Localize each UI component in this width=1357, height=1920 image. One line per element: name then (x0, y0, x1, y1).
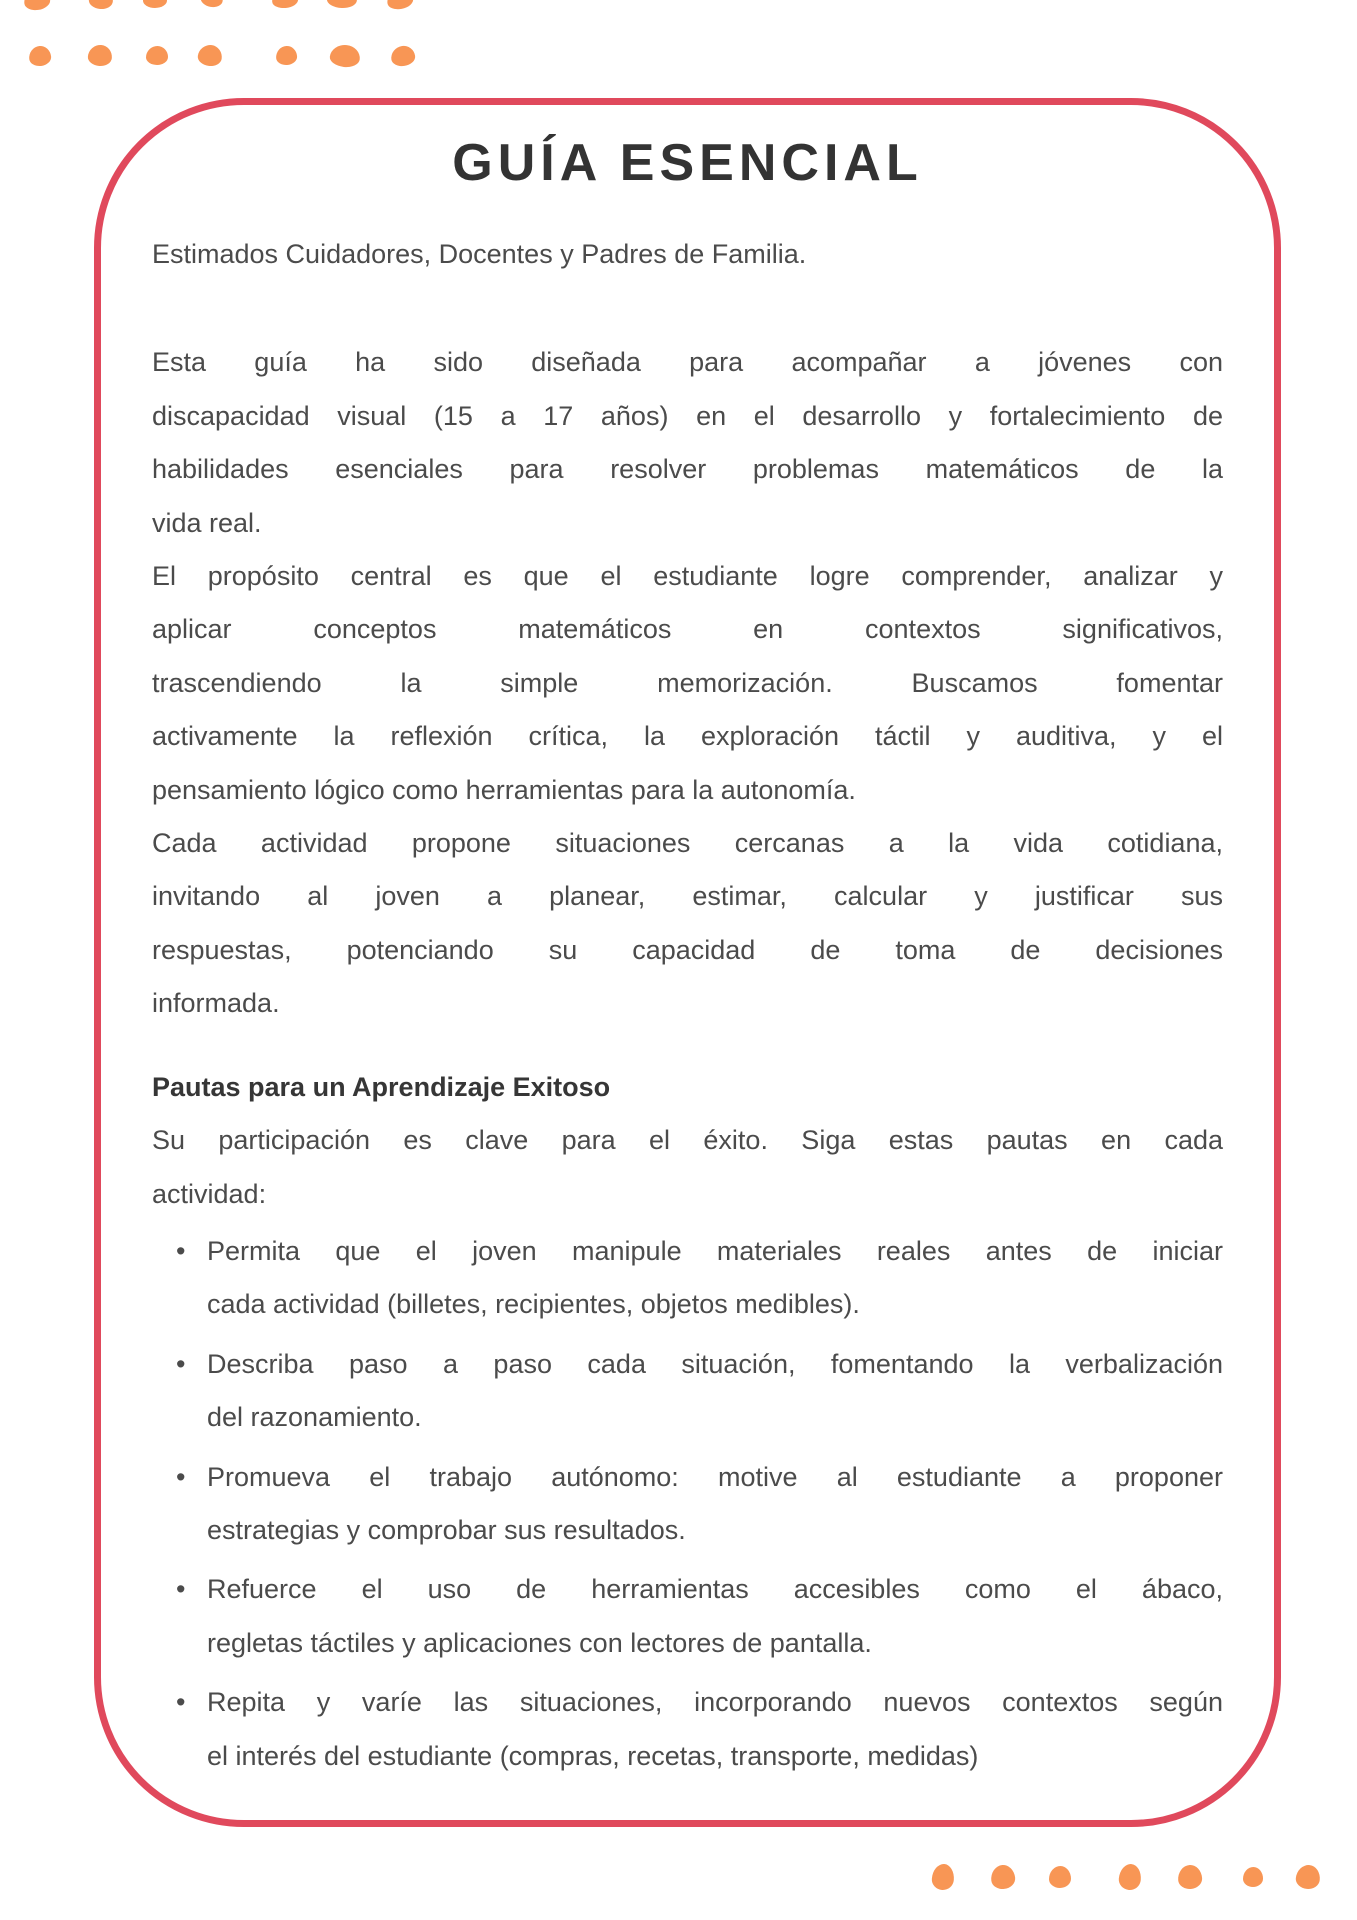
paragraph-line: habilidades esenciales para resolver problemas matemáticos de la (152, 454, 1223, 485)
paragraph-line: invitando al joven a planear, estimar, calcular y justificar sus (152, 881, 1223, 912)
bullet-item (152, 1676, 1223, 1783)
paragraph-line: trascendiendo la simple memorización. Buscamos fomentar (152, 667, 1223, 698)
orange-dot-decoration (390, 44, 417, 67)
orange-dot-decoration (326, 0, 357, 9)
intro-paragraphs (152, 336, 1223, 1030)
paragraph-line: informada. (152, 988, 280, 1019)
orange-dot-decoration (197, 43, 224, 67)
orange-dot-decoration (990, 1864, 1016, 1890)
bullet-line: regletas táctiles y aplicaciones con lectores de pantalla. (207, 1627, 872, 1658)
orange-dot-decoration (386, 0, 415, 11)
bullet-item (152, 1225, 1223, 1332)
paragraph-line: Esta guía ha sido diseñada para acompañar a jóvenes con (152, 347, 1223, 378)
bullet-item (152, 1563, 1223, 1670)
bullet-item (152, 1338, 1223, 1445)
guidelines-list (152, 1225, 1223, 1783)
orange-dot-decoration (271, 0, 298, 9)
bullet-line: Refuerce el uso de herramientas accesibles como el ábaco, (207, 1574, 1223, 1605)
section-intro (152, 1114, 1223, 1221)
paragraph (152, 550, 1223, 817)
orange-dot-decoration (143, 0, 167, 8)
paragraph-line: respuestas, potenciando su capacidad de toma de decisiones (152, 934, 1223, 965)
bullet-line: Repita y varíe las situaciones, incorporando nuevos contextos según (207, 1687, 1223, 1718)
paragraph (152, 817, 1223, 1031)
orange-dot-decoration (1243, 1867, 1263, 1887)
orange-dot-decoration (1118, 1863, 1142, 1891)
paragraph-line: pensamiento lógico como herramientas para la autonomía. (152, 774, 856, 805)
document-card (94, 98, 1281, 1827)
paragraph-line: activamente la reflexión crítica, la exploración táctil y auditiva, y el (152, 721, 1223, 752)
paragraph (152, 336, 1223, 550)
bullet-item (152, 1451, 1223, 1558)
orange-dot-decoration (1295, 1864, 1321, 1890)
bullet-marker-icon: • (176, 1574, 186, 1605)
orange-dot-decoration (329, 43, 361, 68)
bullet-marker-icon: • (176, 1348, 186, 1379)
intro-line: actividad: (152, 1178, 267, 1209)
orange-dot-decoration (1049, 1866, 1071, 1888)
paragraph-line: discapacidad visual (15 a 17 años) en el desarrollo y fortalecimiento de (152, 400, 1223, 431)
greeting-line: Estimados Cuidadores, Docentes y Padres de Familia. (152, 239, 807, 269)
bullet-marker-icon: • (176, 1461, 186, 1492)
bullet-marker-icon: • (176, 1235, 186, 1266)
orange-dot-decoration (1177, 1864, 1203, 1890)
orange-dot-decoration (23, 0, 52, 12)
paragraph-line: aplicar conceptos matemáticos en contextos significativos, (152, 614, 1223, 645)
paragraph-line: vida real. (152, 507, 262, 538)
orange-dot-decoration (275, 45, 297, 65)
orange-dot-decoration (28, 45, 52, 67)
orange-dot-decoration (87, 44, 112, 67)
bullet-line: Describa paso a paso cada situación, fomentando la verbalización (207, 1348, 1223, 1379)
orange-dot-decoration (146, 46, 168, 65)
paragraph-line: Cada actividad propone situaciones cercanas a la vida cotidiana, (152, 828, 1223, 859)
bullet-line: del razonamiento. (207, 1402, 422, 1433)
bullet-line: Promueva el trabajo autónomo: motive al estudiante a proponer (207, 1461, 1223, 1492)
bullet-line: Permita que el joven manipule materiales reales antes de iniciar (207, 1235, 1223, 1266)
bullet-line: el interés del estudiante (compras, recetas, transporte, medidas) (207, 1740, 979, 1771)
section-heading: Pautas para un Aprendizaje Exitoso (152, 1071, 611, 1102)
orange-dot-decoration (88, 0, 114, 10)
orange-dot-decoration (931, 1863, 955, 1890)
page-title: GUÍA ESENCIAL (452, 134, 923, 192)
bullet-line: cada actividad (billetes, recipientes, objetos medibles). (207, 1289, 860, 1320)
orange-dot-decoration (200, 0, 225, 9)
bullet-marker-icon: • (176, 1687, 186, 1718)
paragraph-line: El propósito central es que el estudiante logre comprender, analizar y (152, 561, 1223, 592)
bullet-line: estrategias y comprobar sus resultados. (207, 1514, 686, 1545)
intro-line: Su participación es clave para el éxito. Siga estas pautas en cada (152, 1125, 1223, 1156)
